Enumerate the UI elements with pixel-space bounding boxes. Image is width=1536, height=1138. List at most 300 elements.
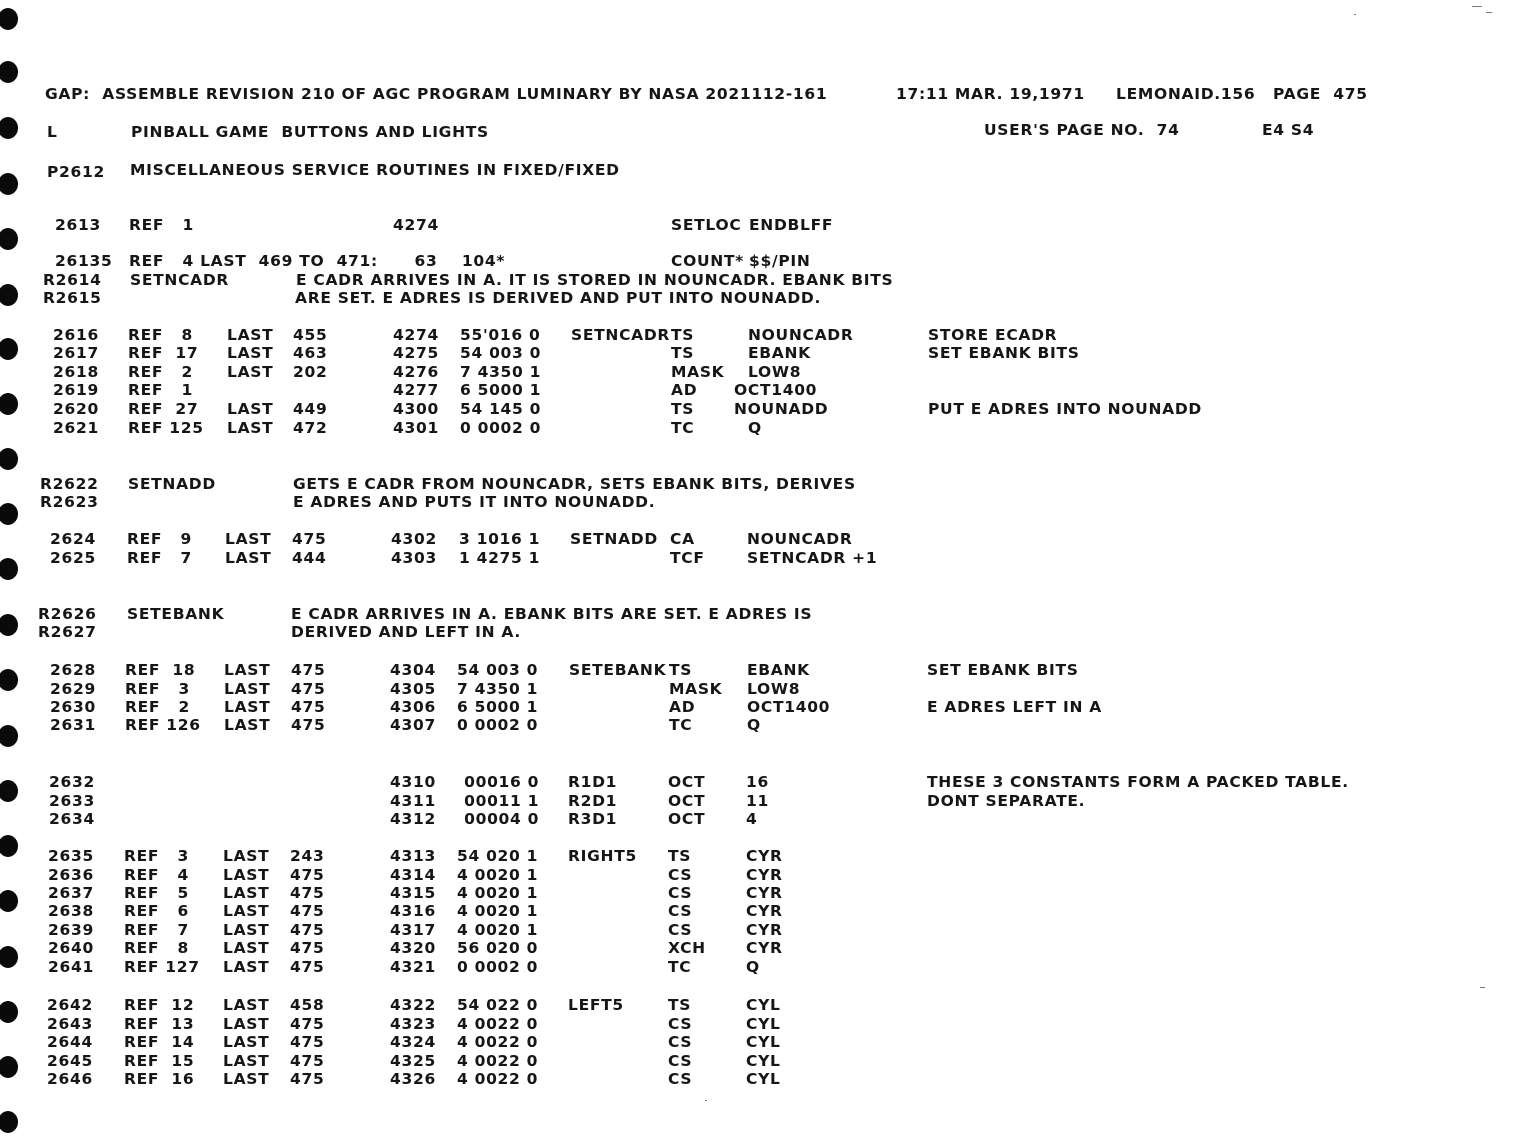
listing-line <box>0 698 1536 716</box>
last-marker: LAST <box>225 530 272 548</box>
address: 4313 <box>390 847 436 865</box>
punch-hole <box>0 61 18 83</box>
log-section-title: MISCELLANEOUS SERVICE ROUTINES IN FIXED/FIXED <box>130 161 620 179</box>
last-marker: LAST <box>227 326 274 344</box>
listing-line <box>0 810 1536 828</box>
last-page: 475 <box>292 530 327 548</box>
remark-label: SETNADD <box>128 475 216 493</box>
line-id: 2630 <box>50 698 96 716</box>
line-id: R2623 <box>40 493 99 511</box>
address: 4307 <box>390 716 436 734</box>
remark-label: SETEBANK <box>127 605 225 623</box>
last-marker: LAST <box>223 921 270 939</box>
punch-hole <box>0 1111 18 1133</box>
operand: CYR <box>746 847 783 865</box>
section-code: L <box>47 123 58 141</box>
page-number: PAGE 475 <box>1273 85 1368 103</box>
remark-text: DERIVED AND LEFT IN A. <box>291 623 521 641</box>
opcode: CS <box>668 866 693 884</box>
opcode: TS <box>668 847 692 865</box>
line-id: 2624 <box>50 530 96 548</box>
last-page: 475 <box>290 902 325 920</box>
line-id: 2639 <box>48 921 94 939</box>
last-marker: LAST <box>227 344 274 362</box>
ref-count: REF 18 <box>125 661 196 679</box>
address: 4317 <box>390 921 436 939</box>
machine-code: 4 0020 1 <box>457 902 539 920</box>
last-marker: LAST <box>223 847 270 865</box>
address: 4277 <box>393 381 439 399</box>
last-page: 475 <box>290 1070 325 1088</box>
listing-line <box>0 1015 1536 1033</box>
opcode: CS <box>668 902 693 920</box>
machine-code: 0 0002 0 <box>460 419 542 437</box>
operand: Q <box>747 716 761 734</box>
operand: NOUNCADR <box>748 326 854 344</box>
opcode: AD <box>669 698 696 716</box>
line-id: 2634 <box>49 810 95 828</box>
line-id: 2628 <box>50 661 96 679</box>
last-marker: LAST <box>227 419 274 437</box>
opcode: TS <box>668 996 692 1014</box>
listing-line <box>0 958 1536 976</box>
scan-speck <box>1354 14 1356 15</box>
operand: NOUNCADR <box>747 530 853 548</box>
address: 4274 <box>393 216 439 234</box>
ref-count: REF 3 <box>125 680 190 698</box>
address: 4312 <box>390 810 436 828</box>
listing-line <box>0 902 1536 920</box>
machine-code: 4 0022 0 <box>457 1033 539 1051</box>
address: 4320 <box>390 939 436 957</box>
last-marker: LAST <box>223 1070 270 1088</box>
assembly-title: GAP: ASSEMBLE REVISION 210 OF AGC PROGRAM LUMINARY BY NASA 2021112-161 <box>45 85 828 103</box>
last-marker: LAST <box>224 661 271 679</box>
listing-timestamp: 17:11 MAR. 19,1971 <box>896 85 1085 103</box>
operand: SETNCADR +1 <box>747 549 878 567</box>
ref-count: REF 17 <box>128 344 199 362</box>
machine-code: 55'016 0 <box>460 326 541 344</box>
line-id: 2631 <box>50 716 96 734</box>
opcode: CS <box>668 1070 693 1088</box>
last-page: 475 <box>290 1033 325 1051</box>
address: 4275 <box>393 344 439 362</box>
opcode: MASK <box>671 363 725 381</box>
line-id: 2636 <box>48 866 94 884</box>
opcode: CS <box>668 921 693 939</box>
listing-line <box>0 530 1536 548</box>
operand: CYR <box>746 921 783 939</box>
ref-count: REF 127 <box>124 958 200 976</box>
punch-hole <box>0 173 18 195</box>
listing-line <box>0 939 1536 957</box>
machine-code: 54 003 0 <box>460 344 542 362</box>
operand: CYL <box>746 996 781 1014</box>
symbol-label: LEFT5 <box>568 996 624 1014</box>
machine-code: 4 0020 1 <box>457 866 539 884</box>
line-id: 2633 <box>49 792 95 810</box>
listing-line <box>0 400 1536 418</box>
remark-text: GETS E CADR FROM NOUNCADR, SETS EBANK BITS, DERIVES <box>293 475 856 493</box>
opcode: TS <box>671 326 695 344</box>
operand: ENDBLFF <box>749 216 834 234</box>
line-id: 2632 <box>49 773 95 791</box>
symbol-label: RIGHT5 <box>568 847 637 865</box>
last-page: 243 <box>290 847 325 865</box>
last-page: 444 <box>292 549 327 567</box>
last-page: 475 <box>291 698 326 716</box>
operand: OCT1400 <box>734 381 818 399</box>
last-page: 458 <box>290 996 325 1014</box>
remark-line <box>0 605 1536 623</box>
ref-count: REF 1 <box>128 381 193 399</box>
operand: CYL <box>746 1015 781 1033</box>
machine-code: 0 0002 0 <box>457 958 539 976</box>
last-page: 475 <box>290 884 325 902</box>
address: 4325 <box>390 1052 436 1070</box>
listing-line <box>0 419 1536 437</box>
ref-count: REF 27 <box>128 400 199 418</box>
ref-count: REF 125 <box>128 419 204 437</box>
operand: 4 <box>746 810 758 828</box>
operand: $$/PIN <box>749 252 811 270</box>
operand: EBANK <box>748 344 811 362</box>
line-id: 2629 <box>50 680 96 698</box>
machine-code: 7 4350 1 <box>460 363 542 381</box>
last-page: 463 <box>293 344 328 362</box>
last-marker: LAST <box>225 549 272 567</box>
ref-count: REF 1 <box>129 216 194 234</box>
machine-code: 7 4350 1 <box>457 680 539 698</box>
last-marker: LAST <box>224 716 271 734</box>
ref-count: REF 15 <box>124 1052 195 1070</box>
address: 4316 <box>390 902 436 920</box>
listing-line <box>0 381 1536 399</box>
machine-code: 4 0022 0 <box>457 1070 539 1088</box>
operand: CYL <box>746 1070 781 1088</box>
listing-line <box>0 344 1536 362</box>
machine-code: 54 145 0 <box>460 400 542 418</box>
ref-count: REF 2 <box>128 363 193 381</box>
ref-count: REF 8 <box>128 326 193 344</box>
ref-count: REF 6 <box>124 902 189 920</box>
last-marker: LAST <box>223 1052 270 1070</box>
opcode: COUNT* <box>671 252 744 270</box>
machine-code: 4 0020 1 <box>457 921 539 939</box>
opcode: OCT <box>668 810 706 828</box>
opcode: CS <box>668 1015 693 1033</box>
line-id: 26135 <box>55 252 113 270</box>
last-marker: LAST <box>223 958 270 976</box>
ref-count: REF 7 <box>127 549 192 567</box>
scan-speck <box>1480 987 1485 988</box>
listing-line <box>0 996 1536 1014</box>
symbol-label: SETNCADR <box>571 326 671 344</box>
last-page: 475 <box>290 939 325 957</box>
comment: SET EBANK BITS <box>928 344 1080 362</box>
last-page: 475 <box>290 958 325 976</box>
symbol-label: SETEBANK <box>569 661 667 679</box>
listing-line <box>0 680 1536 698</box>
listing-line <box>0 921 1536 939</box>
operand: LOW8 <box>748 363 802 381</box>
log-section-id: P2612 <box>47 163 105 181</box>
listing-line <box>0 326 1536 344</box>
comment: PUT E ADRES INTO NOUNADD <box>928 400 1202 418</box>
symbol-label: SETNADD <box>570 530 658 548</box>
address: 4324 <box>390 1033 436 1051</box>
ref-count: REF 126 <box>125 716 201 734</box>
users-page-number: USER'S PAGE NO. 74 <box>984 121 1180 139</box>
last-marker: LAST <box>224 680 271 698</box>
listing-line <box>0 363 1536 381</box>
last-page: 475 <box>290 1015 325 1033</box>
comment: THESE 3 CONSTANTS FORM A PACKED TABLE. <box>927 773 1349 791</box>
bank-indicator: E4 S4 <box>1262 121 1315 139</box>
listing-line <box>0 847 1536 865</box>
ref-count: REF 16 <box>124 1070 195 1088</box>
machine-code: 4 0022 0 <box>457 1052 539 1070</box>
line-id: R2622 <box>40 475 99 493</box>
listing-line <box>0 549 1536 567</box>
listing-line <box>0 1070 1536 1088</box>
remark-line <box>0 475 1536 493</box>
last-marker: LAST <box>227 363 274 381</box>
opcode: XCH <box>668 939 706 957</box>
machine-code: 6 5000 1 <box>460 381 542 399</box>
remark-text: ARE SET. E ADRES IS DERIVED AND PUT INTO NOUNADD. <box>295 289 822 307</box>
comment: DONT SEPARATE. <box>927 792 1086 810</box>
opcode: TC <box>668 958 692 976</box>
last-marker: LAST <box>223 866 270 884</box>
address: 4305 <box>390 680 436 698</box>
address: 4323 <box>390 1015 436 1033</box>
machine-code: 56 020 0 <box>457 939 539 957</box>
line-id: 2618 <box>53 363 99 381</box>
address: 4274 <box>393 326 439 344</box>
machine-code: 00016 0 <box>458 773 540 791</box>
remark-label: SETNCADR <box>130 271 230 289</box>
remark-text: E ADRES AND PUTS IT INTO NOUNADD. <box>293 493 656 511</box>
address: 4300 <box>393 400 439 418</box>
line-id: 2638 <box>48 902 94 920</box>
line-id: R2615 <box>43 289 102 307</box>
line-id: R2614 <box>43 271 102 289</box>
remark-text: E CADR ARRIVES IN A. IT IS STORED IN NOUNCADR. EBANK BITS <box>296 271 894 289</box>
line-id: 2637 <box>48 884 94 902</box>
punch-hole <box>0 8 18 30</box>
last-page: 475 <box>291 661 326 679</box>
listing-line <box>0 716 1536 734</box>
operand: EBANK <box>747 661 810 679</box>
opcode: TC <box>671 419 695 437</box>
listing-line <box>0 773 1536 791</box>
line-id: 2643 <box>47 1015 93 1033</box>
address: 4321 <box>390 958 436 976</box>
last-marker: LAST <box>223 902 270 920</box>
ref-count: REF 12 <box>124 996 195 1014</box>
machine-code: 54 003 0 <box>457 661 539 679</box>
last-marker: LAST <box>224 698 271 716</box>
scan-speck <box>1472 6 1482 7</box>
ref-count: REF 7 <box>124 921 189 939</box>
section-title: PINBALL GAME BUTTONS AND LIGHTS <box>131 123 489 141</box>
operand: CYL <box>746 1033 781 1051</box>
scan-speck <box>705 1100 707 1101</box>
remark-text: E CADR ARRIVES IN A. EBANK BITS ARE SET. E ADRES IS <box>291 605 813 623</box>
operand: CYL <box>746 1052 781 1070</box>
machine-code: 54 020 1 <box>457 847 539 865</box>
operand: CYR <box>746 939 783 957</box>
opcode: OCT <box>668 792 706 810</box>
line-id: 2619 <box>53 381 99 399</box>
listing-line <box>0 216 1536 234</box>
ref-count: REF 4 <box>124 866 189 884</box>
address: 4310 <box>390 773 436 791</box>
operand: CYR <box>746 866 783 884</box>
address: 4311 <box>390 792 436 810</box>
line-id: 2635 <box>48 847 94 865</box>
listing-line <box>0 1052 1536 1070</box>
last-page: 475 <box>290 921 325 939</box>
ref-count: REF 5 <box>124 884 189 902</box>
symbol-label: R2D1 <box>568 792 618 810</box>
listing-line <box>0 661 1536 679</box>
line-id: 2616 <box>53 326 99 344</box>
operand: Q <box>748 419 762 437</box>
listing-line <box>0 1033 1536 1051</box>
line-id: 2642 <box>47 996 93 1014</box>
operand: Q <box>746 958 760 976</box>
line-id: 2617 <box>53 344 99 362</box>
machine-code: 0 0002 0 <box>457 716 539 734</box>
operand: 11 <box>746 792 769 810</box>
opcode: CA <box>670 530 695 548</box>
ref-count: REF 9 <box>127 530 192 548</box>
operand: OCT1400 <box>747 698 831 716</box>
last-page: 475 <box>291 680 326 698</box>
machine-code: 54 022 0 <box>457 996 539 1014</box>
operand: CYR <box>746 902 783 920</box>
listing-line <box>0 884 1536 902</box>
punch-hole <box>0 117 18 139</box>
listing-line <box>0 866 1536 884</box>
remark-line <box>0 289 1536 307</box>
remark-line <box>0 271 1536 289</box>
machine-code: 6 5000 1 <box>457 698 539 716</box>
opcode: SETLOC <box>671 216 742 234</box>
last-marker: LAST <box>223 1015 270 1033</box>
address: 4326 <box>390 1070 436 1088</box>
job-name: LEMONAID.156 <box>1116 85 1256 103</box>
last-marker: LAST <box>223 996 270 1014</box>
line-id: 2644 <box>47 1033 93 1051</box>
opcode: TS <box>671 400 695 418</box>
line-id: 2640 <box>48 939 94 957</box>
last-page: 475 <box>290 1052 325 1070</box>
listing-line <box>0 792 1536 810</box>
last-marker: LAST <box>223 939 270 957</box>
line-id: 2613 <box>55 216 101 234</box>
machine-code: 00011 1 <box>458 792 540 810</box>
symbol-label: R1D1 <box>568 773 618 791</box>
machine-code: 00004 0 <box>458 810 540 828</box>
last-page: 475 <box>291 716 326 734</box>
address: 4315 <box>390 884 436 902</box>
ref-count: REF 4 LAST 469 TO 471: 63 104* <box>129 252 506 270</box>
ref-count: REF 13 <box>124 1015 195 1033</box>
opcode: MASK <box>669 680 723 698</box>
opcode: AD <box>671 381 698 399</box>
last-marker: LAST <box>223 884 270 902</box>
address: 4302 <box>391 530 437 548</box>
opcode: CS <box>668 1052 693 1070</box>
opcode: TS <box>671 344 695 362</box>
comment: STORE ECADR <box>928 326 1058 344</box>
operand: LOW8 <box>747 680 801 698</box>
operand: 16 <box>746 773 769 791</box>
line-id: 2621 <box>53 419 99 437</box>
opcode: TC <box>669 716 693 734</box>
last-page: 475 <box>290 866 325 884</box>
address: 4303 <box>391 549 437 567</box>
comment: E ADRES LEFT IN A <box>927 698 1102 716</box>
address: 4314 <box>390 866 436 884</box>
address: 4304 <box>390 661 436 679</box>
last-page: 455 <box>293 326 328 344</box>
machine-code: 4 0020 1 <box>457 884 539 902</box>
address: 4306 <box>390 698 436 716</box>
operand: NOUNADD <box>734 400 829 418</box>
last-marker: LAST <box>223 1033 270 1051</box>
line-id: R2627 <box>38 623 97 641</box>
address: 4276 <box>393 363 439 381</box>
address: 4322 <box>390 996 436 1014</box>
opcode: TS <box>669 661 693 679</box>
machine-code: 3 1016 1 <box>459 530 541 548</box>
remark-line <box>0 623 1536 641</box>
punch-hole <box>0 448 18 470</box>
remark-line <box>0 493 1536 511</box>
operand: CYR <box>746 884 783 902</box>
line-id: R2626 <box>38 605 97 623</box>
ref-count: REF 2 <box>125 698 190 716</box>
opcode: OCT <box>668 773 706 791</box>
machine-code: 4 0022 0 <box>457 1015 539 1033</box>
line-id: 2620 <box>53 400 99 418</box>
line-id: 2646 <box>47 1070 93 1088</box>
line-id: 2625 <box>50 549 96 567</box>
ref-count: REF 14 <box>124 1033 195 1051</box>
last-page: 472 <box>293 419 328 437</box>
symbol-label: R3D1 <box>568 810 618 828</box>
last-page: 449 <box>293 400 328 418</box>
opcode: CS <box>668 884 693 902</box>
opcode: TCF <box>670 549 705 567</box>
last-marker: LAST <box>227 400 274 418</box>
ref-count: REF 8 <box>124 939 189 957</box>
machine-code: 1 4275 1 <box>459 549 541 567</box>
ref-count: REF 3 <box>124 847 189 865</box>
line-id: 2645 <box>47 1052 93 1070</box>
comment: SET EBANK BITS <box>927 661 1079 679</box>
line-id: 2641 <box>48 958 94 976</box>
opcode: CS <box>668 1033 693 1051</box>
listing-line <box>0 252 1536 270</box>
scan-speck <box>1486 12 1492 13</box>
address: 4301 <box>393 419 439 437</box>
last-page: 202 <box>293 363 328 381</box>
